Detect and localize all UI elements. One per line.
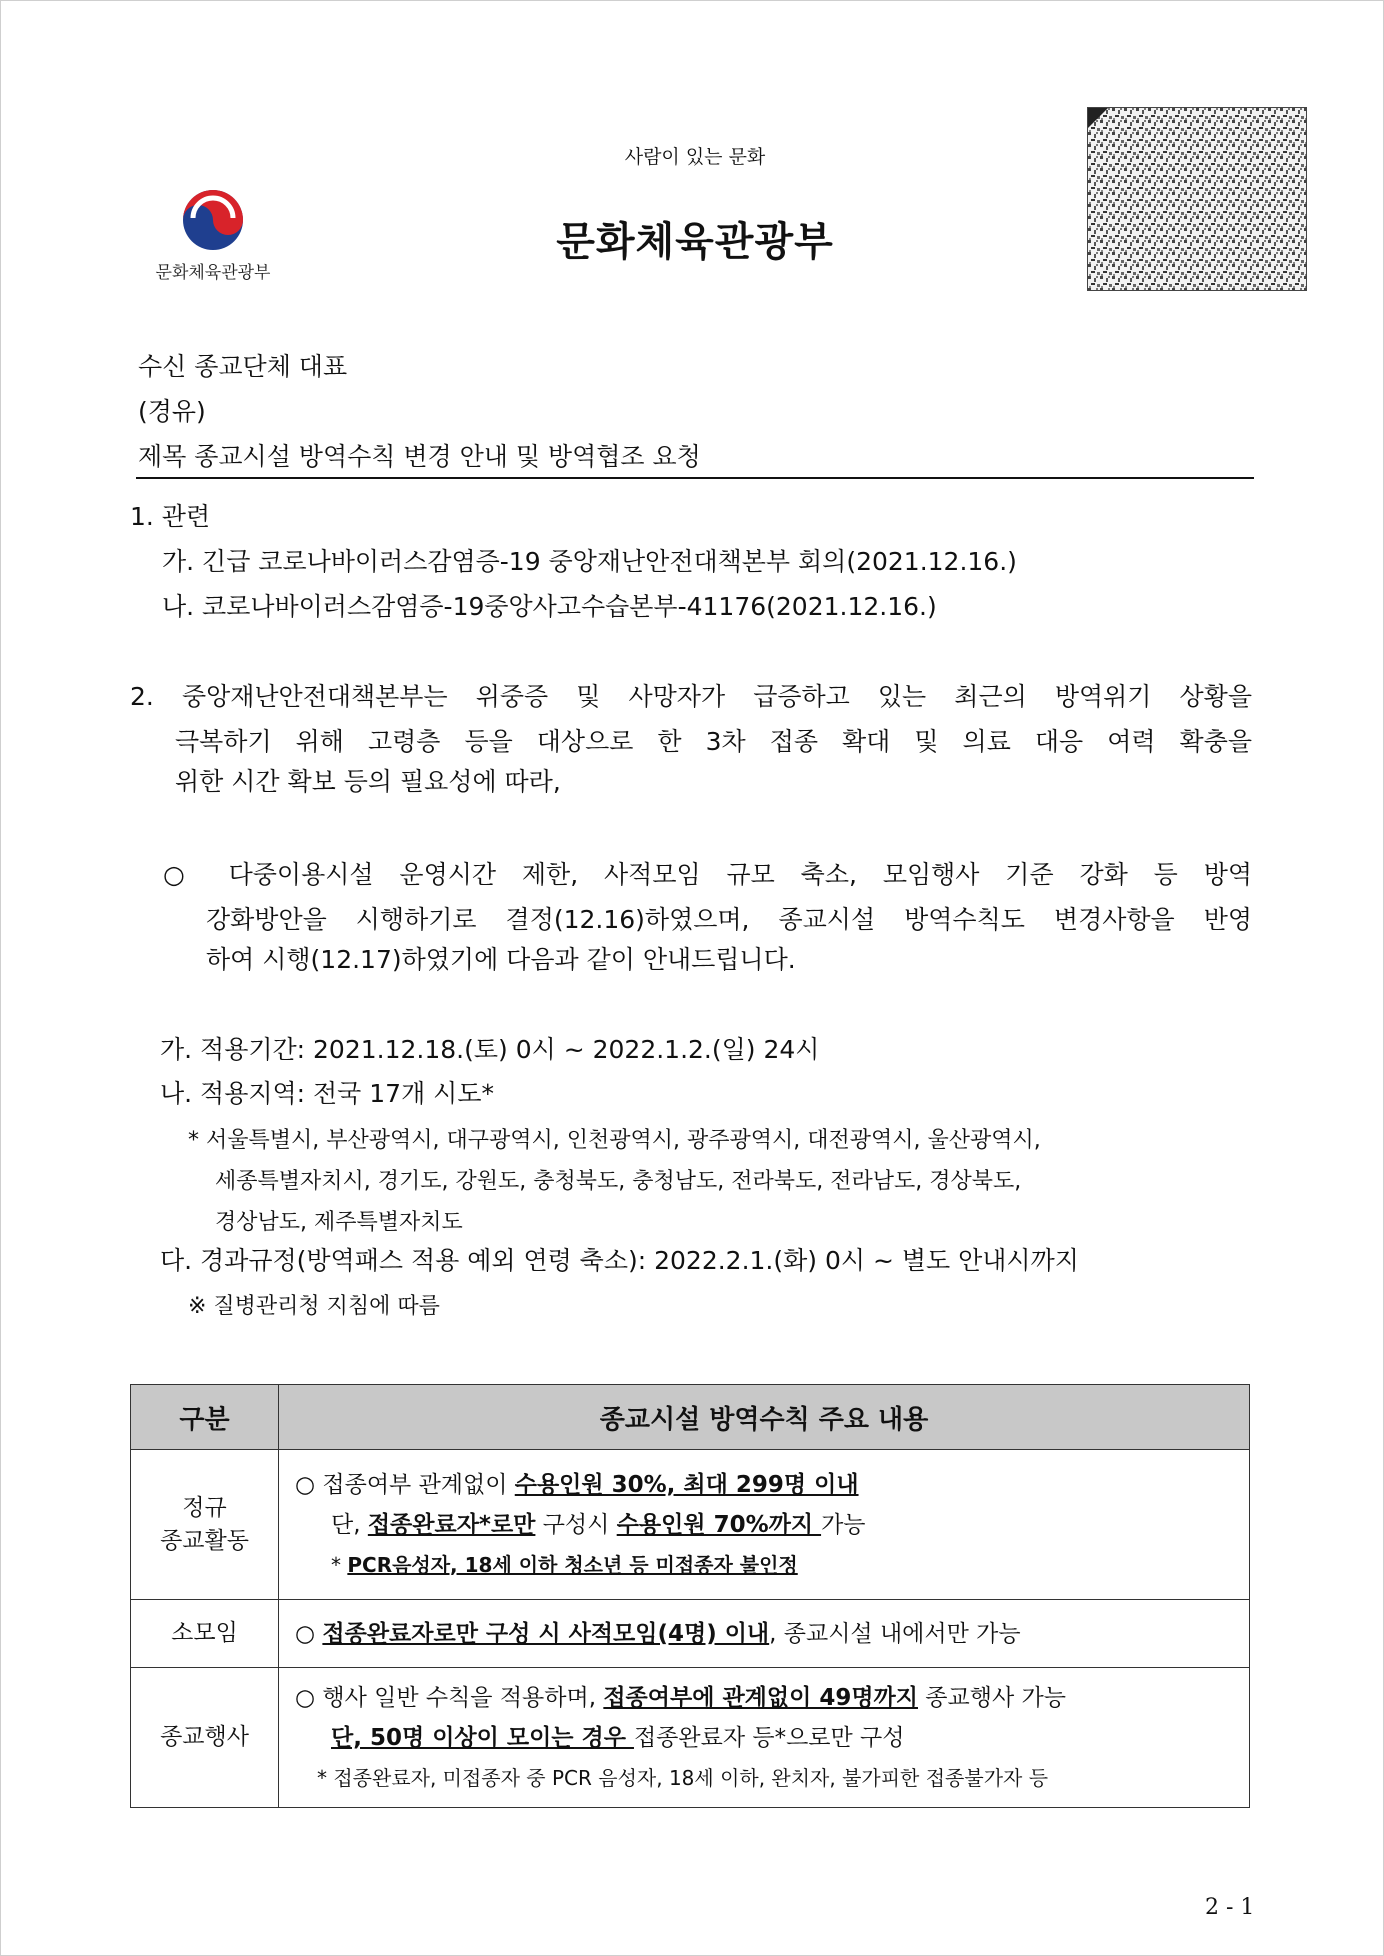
category-cell: 소모임 (131, 1600, 279, 1668)
content-line (295, 1545, 1237, 1585)
section1-item-b: 나. 코로나바이러스감염증-19중앙사고수습본부-41176(2021.12.16.) (162, 592, 937, 621)
qr-code-icon (1088, 108, 1306, 290)
table-header-row (131, 1385, 1250, 1450)
content-line (295, 1505, 1237, 1545)
section2-line-2: 극복하기 위해 고령층 등을 대상으로 한 3차 접종 확대 및 의료 대응 여력 확충을 (175, 727, 1252, 756)
bullet-line-3: 하여 시행(12.17)하였기에 다음과 같이 안내드립니다. (206, 945, 796, 974)
text: * 접종완료자, 미접종자 중 PCR 음성자, 18세 이하, 완치자, 불가피한 접종불가자 등 (317, 1765, 1049, 1790)
text: * (331, 1552, 348, 1577)
content-line (295, 1465, 1237, 1505)
slogan: 사람이 있는 문화 (624, 146, 766, 168)
text: 종교행사 가능 (917, 1684, 1066, 1711)
taegeuk-logo-icon (181, 188, 245, 252)
text: , 종교시설 내에서만 가능 (769, 1620, 1021, 1647)
text: 구성시 (535, 1511, 617, 1538)
content-line (295, 1718, 1237, 1758)
content-line (295, 1678, 1237, 1718)
underlined-text: 접종여부에 관계없이 49명까지 (603, 1684, 918, 1711)
section2-line-1: 2. 중앙재난안전대책본부는 위중증 및 사망자가 급증하고 있는 최근의 방역위기 상황을 (130, 682, 1252, 711)
subject-divider (136, 477, 1254, 479)
text: 접종완료자 등*으로만 구성 (633, 1724, 905, 1751)
page-number: 2 - 1 (1205, 1895, 1255, 1920)
ministry-title: 문화체육관광부 (556, 219, 834, 265)
region-note-2: 세종특별자치시, 경기도, 강원도, 충청북도, 충청남도, 전라북도, 전라남도, 경상북도, (215, 1169, 1022, 1194)
logo-caption: 문화체육관광부 (155, 263, 271, 283)
rules-table (130, 1384, 1250, 1808)
text: ○ 접종여부 관계없이 (295, 1471, 515, 1498)
bullet-line-2: 강화방안을 시행하기로 결정(12.16)하였으며, 종교시설 방역수칙도 변경사항을 반영 (206, 905, 1252, 934)
underlined-text: 단, 50명 이상이 모이는 경우 (331, 1724, 634, 1751)
table-row-regular (131, 1450, 1250, 1600)
text: 가능 (821, 1511, 866, 1538)
text: 단, (331, 1511, 368, 1538)
subject-line: 제목 종교시설 방역수칙 변경 안내 및 방역협조 요청 (138, 442, 701, 471)
table-row-religious-event (131, 1668, 1250, 1808)
content-cell (279, 1600, 1250, 1668)
transition-note: ※ 질병관리청 지침에 따름 (188, 1294, 440, 1319)
category-cell: 종교행사 (131, 1668, 279, 1808)
application-period: 가. 적용기간: 2021.12.18.(토) 0시 ~ 2022.1.2.(일) 24시 (160, 1035, 820, 1064)
section2-line-3: 위한 시간 확보 등의 필요성에 따라, (175, 767, 561, 796)
content-cell (279, 1668, 1250, 1808)
underlined-text: 접종완료자*로만 (367, 1511, 536, 1538)
table-row-small-group (131, 1600, 1250, 1668)
text: ○ 행사 일반 수칙을 적용하며, (295, 1684, 604, 1711)
section1-heading: 1. 관련 (130, 502, 211, 531)
section1-item-a: 가. 긴급 코로나바이러스감염증-19 중앙재난안전대책본부 회의(2021.12.16.) (162, 547, 1017, 576)
region-note-1: * 서울특별시, 부산광역시, 대구광역시, 인천광역시, 광주광역시, 대전광역시, 울산광역시, (188, 1128, 1041, 1153)
recipient-line: 수신 종교단체 대표 (138, 352, 348, 381)
content-line (295, 1758, 1237, 1798)
qr-code (1087, 107, 1307, 291)
underlined-text: 수용인원 30%, 최대 299명 이내 (514, 1471, 859, 1498)
category-line: 정규 (182, 1494, 227, 1521)
category-cell (131, 1450, 279, 1600)
table-header-content: 종교시설 방역수칙 주요 내용 (279, 1385, 1250, 1450)
transition-rule: 다. 경과규정(방역패스 적용 예외 연령 축소): 2022.2.1.(화) 0시 ~ 별도 안내시까지 (160, 1246, 1079, 1275)
content-cell (279, 1450, 1250, 1600)
region-note-3: 경상남도, 제주특별자치도 (215, 1210, 463, 1235)
application-region: 나. 적용지역: 전국 17개 시도* (160, 1079, 494, 1108)
table-header-category: 구분 (131, 1385, 279, 1450)
underlined-text: 접종완료자로만 구성 시 사적모임(4명) 이내 (322, 1620, 770, 1647)
via-line: (경유) (138, 397, 206, 426)
category-line: 종교활동 (160, 1527, 249, 1554)
text: ○ (295, 1620, 323, 1647)
underlined-text: PCR음성자, 18세 이하 청소년 등 미접종자 불인정 (347, 1552, 798, 1577)
underlined-text: 수용인원 70%까지 (616, 1511, 822, 1538)
ministry-logo (138, 188, 288, 283)
bullet-line-1: ○ 다중이용시설 운영시간 제한, 사적모임 규모 축소, 모임행사 기준 강화 등 방역 (163, 860, 1252, 889)
